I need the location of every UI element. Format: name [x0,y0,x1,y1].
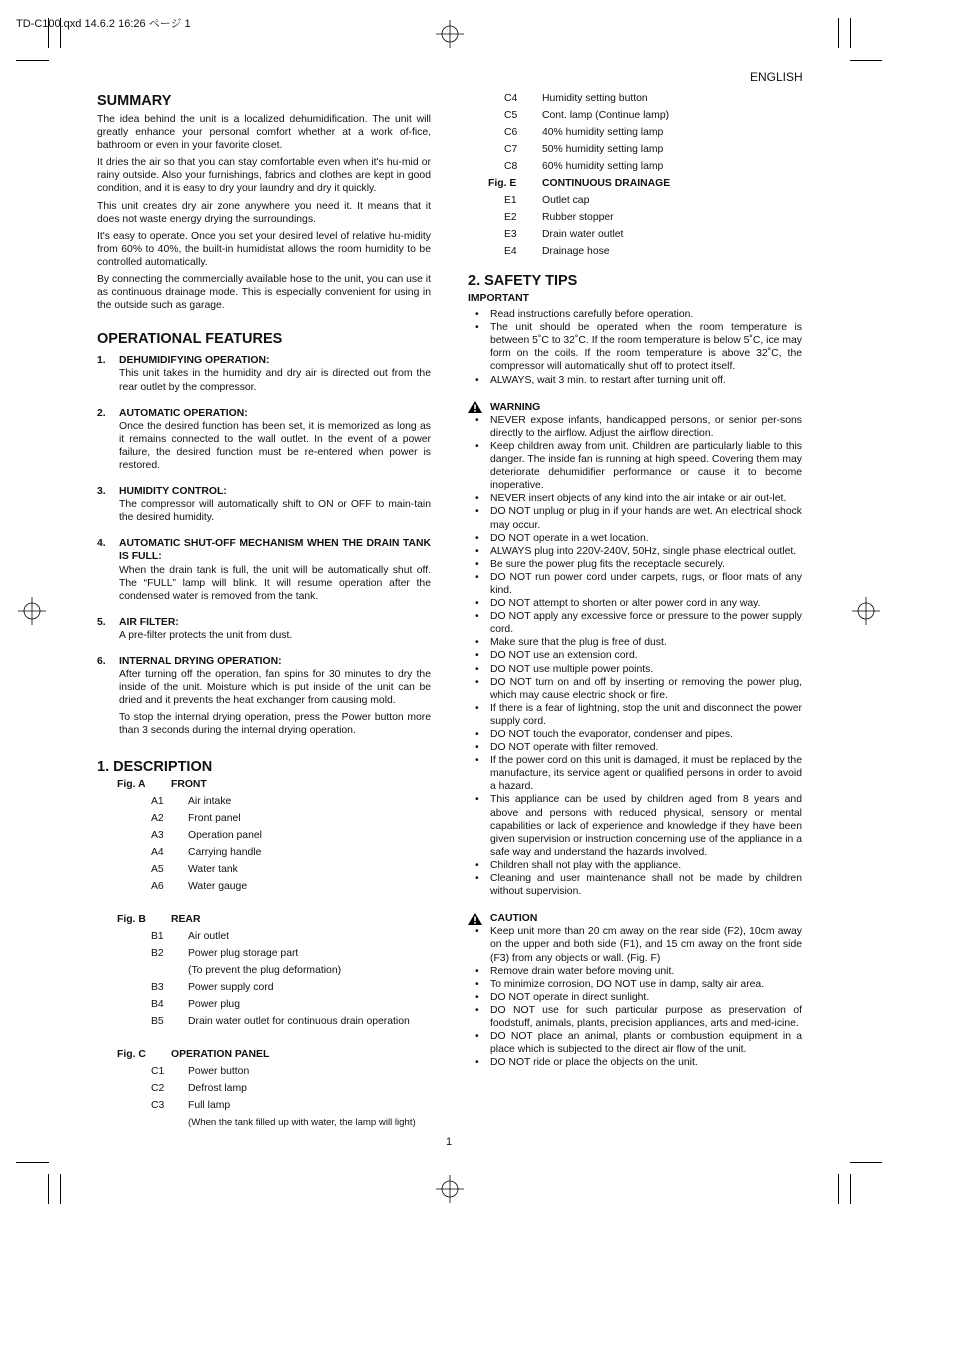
feature-number: 3. [97,486,106,498]
fig-name: OPERATION PANEL [171,1048,270,1060]
part-name: Water gauge [188,880,248,892]
feature-item [97,616,431,646]
caution-heading [468,912,802,925]
part-code: A2 [151,812,164,824]
list-item: • DO NOT ride or place the objects on the unit. [468,1056,802,1069]
fig-label: Fig. C [117,1048,146,1060]
file-info: TD-C100.qxd 14.6.2 16:26 ページ 1 [16,18,191,30]
list-item: • DO NOT unplug or plug in if your hands are wet. An electrical shock may occur. [468,505,802,531]
feature-title: HUMIDITY CONTROL: [119,486,227,498]
crop-mark [850,60,882,61]
summary-body [97,113,431,312]
feature-title: AUTOMATIC OPERATION: [119,407,248,419]
registration-mark-icon [436,20,464,48]
warning-label: WARNING [490,401,541,413]
crop-mark [48,1174,49,1204]
list-item: • DO NOT use for such particular purpose as preservation of foodstuff, animals, plants, precision appliances, arts and med-icine. [468,1004,802,1030]
crop-mark [838,1174,839,1204]
page-number: 1 [446,1136,453,1148]
caution-triangle-icon [468,913,482,925]
part-code: E3 [504,229,517,240]
caution-label: CAUTION [490,913,538,925]
list-item: • DO NOT place an animal, plants or combustion equipment in a place which is subjected to the direct air flow of the unit. [468,1030,802,1056]
feature-title: DEHUMIDIFYING OPERATION: [119,355,270,367]
list-item: • Make sure that the plug is free of dust. [468,636,802,649]
crop-mark [16,1162,49,1163]
warning-heading [468,401,802,414]
feature-number: 1. [97,355,106,367]
part-code: A1 [151,795,164,807]
list-item: • DO NOT run power cord under carpets, rugs, or floor mats of any kind. [468,571,802,597]
figure-table-continued [468,92,802,258]
list-item: • DO NOT apply any excessive force or pressure to the power supply cord. [468,610,802,636]
part-name: Power plug [188,998,240,1010]
list-item: • DO NOT use multiple power points. [468,663,802,676]
part-name: Outlet cap [542,195,590,206]
summary-paragraph: The idea behind the unit is a localized dehumidification. The unit will greatly enhance your personal comfort whether at a work of-fice, bathroom or even in your favorite closet. [97,114,431,152]
part-name: Humidity setting button [542,93,648,104]
part-code: B4 [151,998,164,1010]
part-code: C3 [151,1099,165,1111]
safety-title: 2. SAFETY TIPS [468,273,578,289]
crop-mark [16,60,49,61]
feature-text: To stop the internal drying operation, press the Power button more than 3 seconds during the internal drying operation. [119,712,431,737]
feature-text: This unit takes in the humidity and dry air is directed out from the rear outlet by the compressor. [119,368,431,393]
part-name: Defrost lamp [188,1082,247,1094]
part-code: E1 [504,195,517,206]
part-code: A3 [151,829,164,841]
list-item: • DO NOT operate in a wet location. [468,532,802,545]
part-name: Air intake [188,795,232,807]
feature-number: 2. [97,407,106,419]
list-item: • If the power cord on this unit is damaged, it must be replaced by the manufacture, its service agent or qualified persons in order to avoid a hazard. [468,754,802,793]
part-name: Drainage hose [542,246,610,257]
list-item: • DO NOT attempt to shorten or alter power cord in any way. [468,597,802,610]
feature-title: AUTOMATIC SHUT-OFF MECHANISM WHEN THE DRAIN TANK IS FULL: [119,538,431,563]
caution-list [468,925,802,1069]
registration-mark-icon [436,1175,464,1203]
part-code: C6 [504,127,518,138]
part-name: Operation panel [188,829,262,841]
part-code: B5 [151,1015,164,1027]
description-title: 1. DESCRIPTION [97,758,213,775]
fig-label: Fig. E [488,178,517,189]
fig-label: Fig. A [117,778,146,790]
part-name: 50% humidity setting lamp [542,144,664,155]
list-item: • Keep unit more than 20 cm away on the rear side (F2), 10cm away on the upper and both side (F1), and 15 cm away on the front side (F3) from any objects or wall. (Fig. F) [468,925,802,964]
part-code: C2 [151,1082,165,1094]
part-code: C7 [504,144,518,155]
feature-number: 4. [97,538,106,550]
fig-name: CONTINUOUS DRAINAGE [542,178,671,189]
figure-table [97,778,431,1129]
crop-mark [850,1162,882,1163]
part-name: Air outlet [188,930,230,942]
part-name: (To prevent the plug deformation) [188,964,342,976]
list-item: • NEVER insert objects of any kind into the air intake or air out-let. [468,492,802,505]
part-code: C8 [504,161,518,172]
list-item: • If there is a fear of lightning, stop the unit and disconnect the power supply cord. [468,702,802,728]
part-code: E4 [504,246,517,257]
feature-number: 6. [97,656,106,667]
list-item: • DO NOT turn on and off by inserting or removing the power plug, which may cause electric shock or fire. [468,676,802,702]
part-code: B3 [151,981,164,993]
list-item: • ALWAYS plug into 220V-240V, 50Hz, single phase electrical outlet. [468,545,802,558]
list-item: • DO NOT touch the evaporator, condenser and pipes. [468,728,802,741]
fig-name: REAR [171,913,201,925]
part-code: B1 [151,930,164,942]
part-code: C4 [504,93,518,104]
part-name: 60% humidity setting lamp [542,161,664,172]
crop-mark [60,1174,61,1204]
feature-number: 5. [97,616,106,628]
right-column [468,92,802,1069]
fig-label: Fig. B [117,913,146,925]
fig-name: FRONT [171,778,207,790]
important-list [468,308,802,387]
part-name: Cont. lamp (Continue lamp) [542,110,670,121]
feature-title: INTERNAL DRYING OPERATION: [119,656,282,667]
feature-text: When the drain tank is full, the unit will be automatically shut off. The “FULL” lamp will blink. It will resume operation after the condensed water is removed from the tank. [119,564,431,602]
part-code: A5 [151,863,164,875]
feature-text: The compressor will automatically shift to ON or OFF to main-tain the desired humidity. [119,499,431,524]
warning-list [468,414,802,898]
feature-text: Once the desired function has been set, it is memorized as long as it remains connected to the wall outlet. In the event of a power failure, the desired function must be re-entered when power is restored. [119,420,431,471]
list-item: • DO NOT operate in direct sunlight. [468,991,802,1004]
part-code [151,964,171,977]
summary-paragraph: It's easy to operate. Once you set your desired level of relative hu-midity from 60% to 40%, the built-in humidistat allows the room humidity to be controlled automatically. [97,230,431,268]
part-code: B2 [151,947,164,959]
part-name: Full lamp [188,1099,231,1111]
summary-paragraph: This unit creates dry air zone anywhere you need it. It means that it does not waste energy drying the surroundings. [97,200,431,225]
feature-item [97,354,431,397]
list-item: • DO NOT operate with filter removed. [468,741,802,754]
list-item: • Children shall not play with the appliance. [468,859,802,872]
crop-mark [850,18,851,48]
list-item: • Cleaning and user maintenance shall not be made by children without supervision. [468,872,802,898]
list-item: • The unit should be operated when the room temperature is between 5˚C to 32˚C. If the room temperature is below 5˚C, ice may form on the coils. If the room temperature is above 32˚C, the compressor will automatically shut off to protect itself. [468,321,802,373]
list-item: • DO NOT use an extension cord. [468,649,802,662]
part-name: Power supply cord [188,981,274,993]
list-item: • Read instructions carefully before operation. [468,308,802,321]
list-item: • Remove drain water before moving unit. [468,965,802,978]
list-item: • Be sure the power plug fits the receptacle securely. [468,558,802,571]
part-name: 40% humidity setting lamp [542,127,664,138]
list-item: • NEVER expose infants, handicapped persons, or senior per-sons directly to the airflow. Adjust the airflow direction. [468,414,802,440]
part-name: Rubber stopper [542,212,614,223]
feature-item [97,407,431,476]
language-label: ENGLISH [750,70,803,84]
part-name: (When the tank filled up with water, the lamp will light) [188,1116,416,1128]
part-name: Drain water outlet [542,229,624,240]
part-name: Front panel [188,812,241,824]
important-label: IMPORTANT [468,293,529,304]
part-name: Power button [188,1065,250,1077]
feature-text: A pre-filter protects the unit from dust. [119,629,293,641]
summary-paragraph: By connecting the commercially available hose to the unit, you can use it as continuous drainage mode. This is especially convenient for using in the outside such as garage. [97,274,431,312]
part-code [151,1116,171,1129]
part-code: C5 [504,110,518,121]
part-code: E2 [504,212,517,223]
list-item: • To minimize corrosion, DO NOT use in damp, salty air area. [468,978,802,991]
registration-mark-icon [18,597,46,625]
list-item: • This appliance can be used by children aged from 8 years and above and persons with reduced physical, sensory or mental capabilities or lack of experience and knowledge if they have been given supervision or instruction concerning use of the appliance in a safe way and understand the hazards involved. [468,793,802,858]
features-list [97,354,431,741]
summary-paragraph: It dries the air so that you can stay comfortable even when it's hu-mid or rainy outside. Also your furnishings, fabrics and clothes are kept in good condition, and it is easy to dry your laundry and dry it quickly. [97,157,431,195]
feature-item [97,537,431,606]
list-item: • Keep children away from unit. Children are particularly liable to this danger. The inside fan is running at high speed. Covering them may deteriorate dehumidifier performance or cause it to become inoperative. [468,440,802,492]
crop-mark [838,18,839,48]
crop-mark [850,1174,851,1204]
part-code: A6 [151,880,164,892]
part-code: A4 [151,846,164,858]
features-title: OPERATIONAL FEATURES [97,331,283,348]
registration-mark-icon [852,597,880,625]
feature-item [97,655,431,742]
feature-title: AIR FILTER: [119,616,179,628]
feature-text: After turning off the operation, fan spins for 30 minutes to dry the inside of the unit. Moisture which is put inside of the unit can be dried and it prevents the heat exchanger from causing mold. [119,669,431,707]
warning-triangle-icon [468,401,482,413]
left-column [97,92,431,1129]
summary-title: SUMMARY [97,93,172,109]
part-name: Water tank [188,863,238,875]
list-item: • ALWAYS, wait 3 min. to restart after turning unit off. [468,374,802,387]
part-name: Drain water outlet for continuous drain operation [188,1015,410,1027]
part-name: Carrying handle [188,846,262,858]
part-code: C1 [151,1065,165,1077]
part-name: Power plug storage part [188,947,299,959]
feature-item [97,485,431,528]
